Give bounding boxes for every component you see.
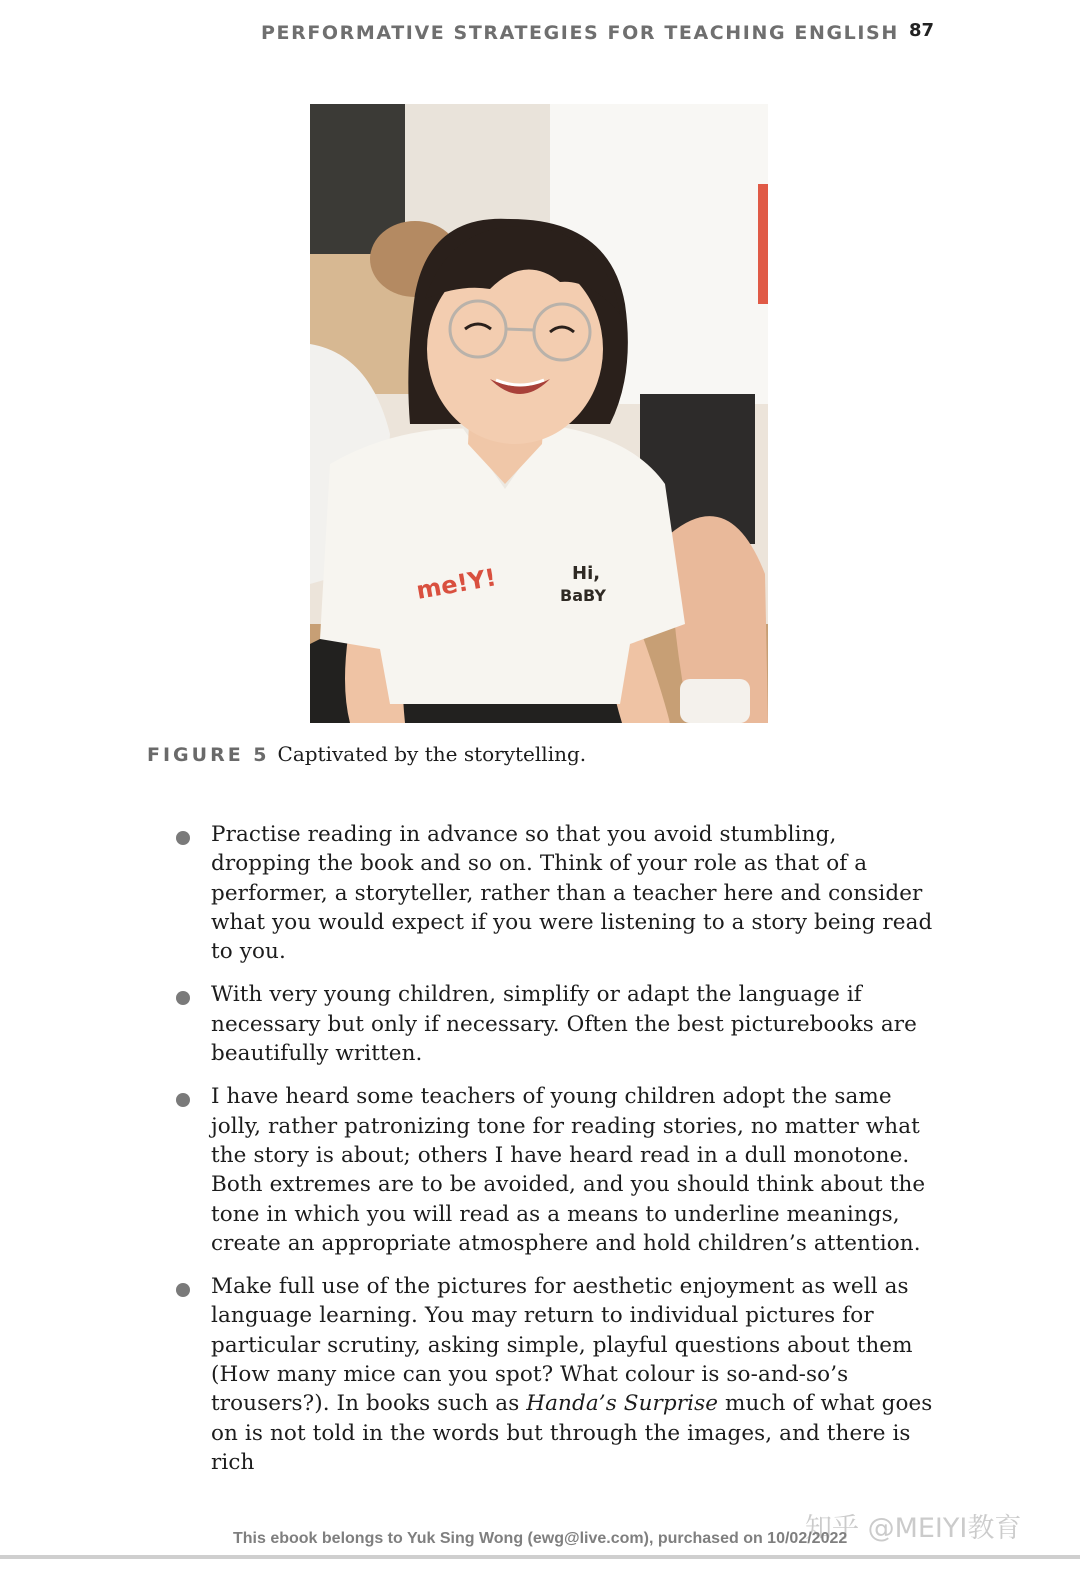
- figure-photo: [310, 104, 768, 723]
- bullet-icon: [176, 1093, 190, 1107]
- bullet-item: [170, 1272, 940, 1477]
- bottom-divider: [0, 1555, 1080, 1559]
- bullet-text-part: Make full use of the pictures for aesthetic enjoyment as well as language learning. You may return to individual pictures for particular scrutiny, asking simple, playful questions about them (How many mice can you spot? What colour is so-and-so’s trousers?). In books such as: [211, 1274, 913, 1417]
- ownership-note: This ebook belongs to Yuk Sing Wong (ewg@live.com), purchased on 10/02/2022: [233, 1530, 848, 1547]
- running-title: PERFORMATIVE STRATEGIES FOR TEACHING ENGLISH: [261, 22, 899, 44]
- bullet-item: [170, 1082, 940, 1258]
- bullet-list: [170, 820, 940, 1491]
- bullet-text: [211, 1272, 940, 1477]
- bullet-text-part: much of what goes on is not told in the words but through the images, and there is rich: [211, 1391, 933, 1475]
- shirt-logo-text: me!Y!: [414, 563, 499, 605]
- book-title: Handa’s Surprise: [526, 1391, 719, 1417]
- page-number: 87: [909, 20, 935, 41]
- shirt-badge-line1: Hi,: [572, 563, 601, 584]
- bullet-item: [170, 980, 940, 1068]
- shirt-badge-line2: BaBY: [560, 586, 606, 605]
- bullet-item: [170, 820, 940, 966]
- child-photo-illustration: [310, 104, 768, 723]
- figure-caption-text: Captivated by the storytelling.: [277, 742, 587, 766]
- watermark: 知乎 @MEIYI教育: [805, 1513, 1022, 1544]
- running-head: [0, 22, 1080, 52]
- bullet-icon: [176, 1283, 190, 1297]
- bullet-text: I have heard some teachers of young children adopt the same jolly, rather patronizing tone for reading stories, no matter what the story is about; others I have heard read in a dull monotone. Both extremes are to be avoided, and you should think about the tone in which you will read as a means to underline meanings, create an appropriate atmosphere and hold children’s attention.: [211, 1084, 926, 1256]
- bullet-text: With very young children, simplify or adapt the language if necessary but only if necessary. Often the best picturebooks are beautifully written.: [211, 982, 917, 1067]
- bullet-icon: [176, 991, 190, 1005]
- figure-label: FIGURE 5: [147, 744, 270, 766]
- figure-caption: [147, 742, 947, 766]
- bullet-icon: [176, 831, 190, 845]
- bullet-text: Practise reading in advance so that you avoid stumbling, dropping the book and so on. Think of your role as that of a performer, a storyteller, rather than a teacher here and consider what you would expect if you were listening to a story being read to you.: [211, 822, 933, 965]
